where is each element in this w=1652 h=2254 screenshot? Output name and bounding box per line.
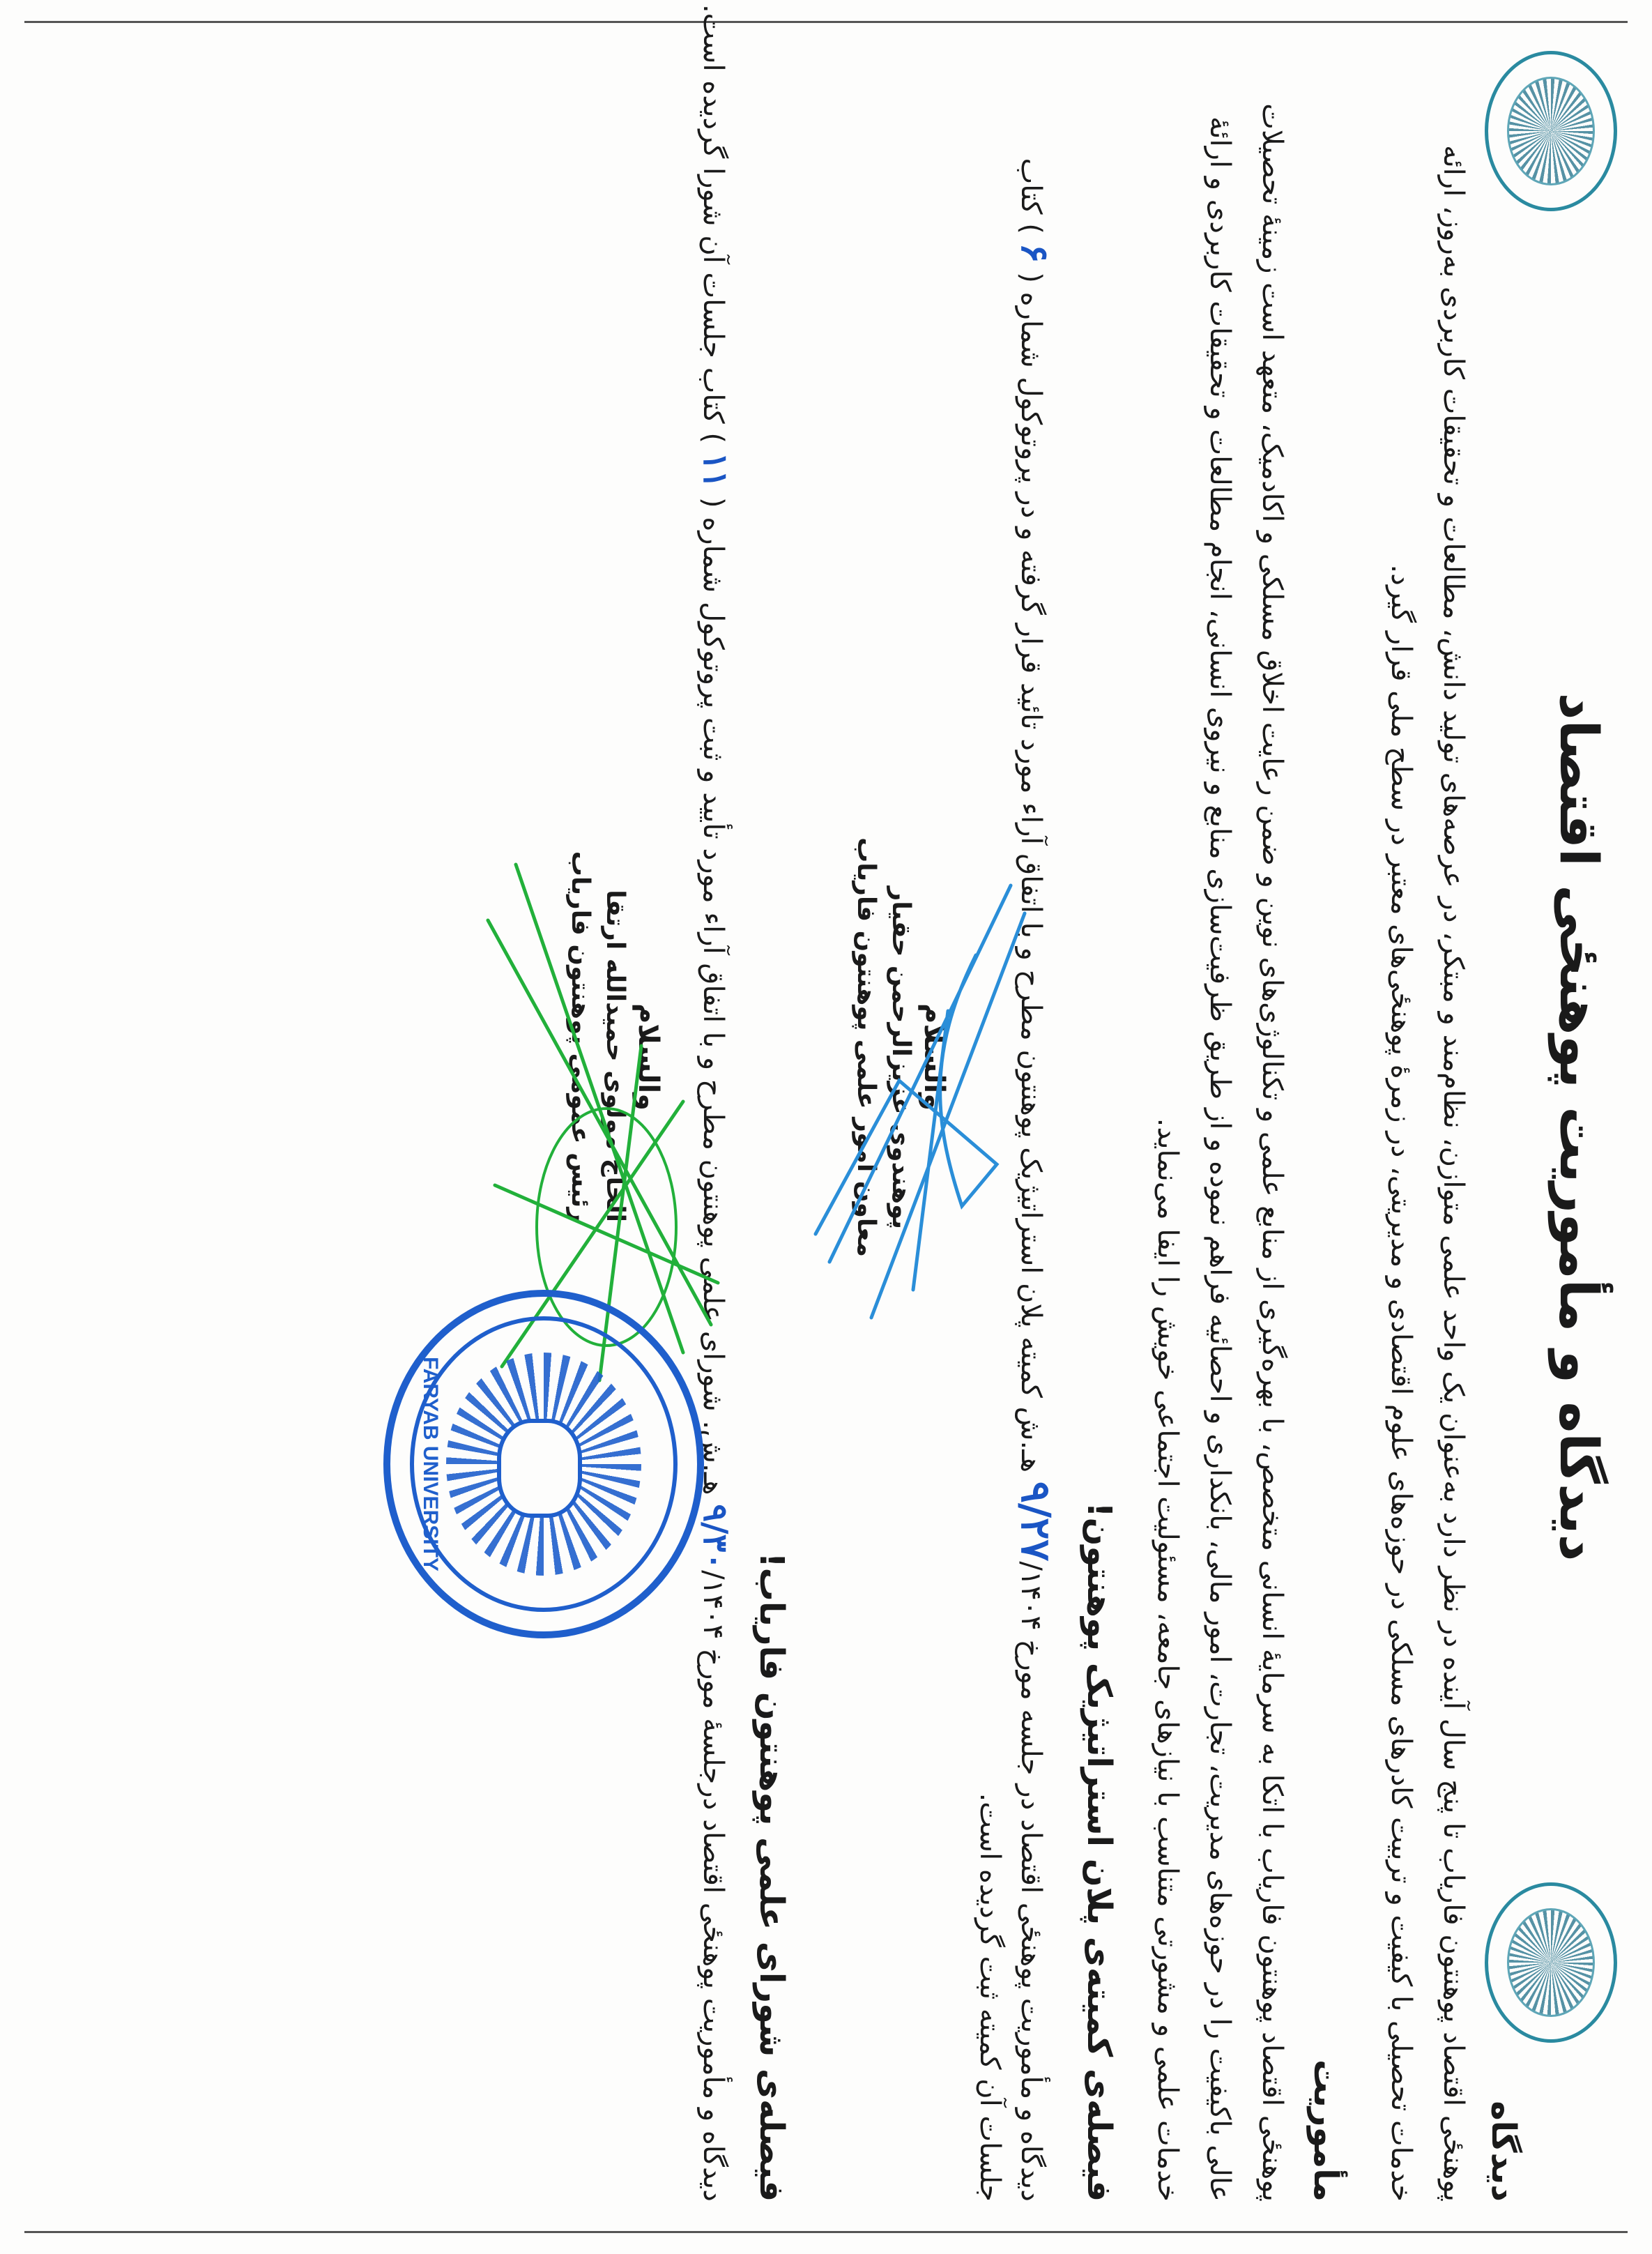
vision-line-2: خدمات تحصیلی با کیفیت و تربیت کادرهای مسلکی در حوزه‌های علوم اقتصادی و مدیریتی، در زمرهٔ پوهنځی‌های معتبر در سطح ملی قرار گیرد. xyxy=(1385,564,1417,2202)
committee-decision-line-1 xyxy=(1012,158,1060,2202)
committee-salutation: والسلام xyxy=(918,1003,950,1111)
mission-heading: مأموریت xyxy=(1306,2059,1345,2202)
council-protocol-number: ۱۱ xyxy=(696,452,735,489)
stamp-label: FARYAB UNIVERSITY xyxy=(419,1357,442,1571)
council-line-start: دیدگاه و مأموریت پوهنځی اقتصاد درجلسهٔ مورخ xyxy=(697,1648,729,2202)
vision-heading: دیدگاه xyxy=(1484,2101,1523,2202)
council-signer-name: الحاج مولوی حمیدالله ارتقا xyxy=(601,890,629,1222)
committee-decision-line-2: جلسات آن کمیته ثبت گردیده است. xyxy=(974,1792,1006,2202)
committee-date-handwritten: ۹/۲۷ xyxy=(1012,1481,1060,1562)
page-border-right xyxy=(24,2231,1628,2233)
blue-signature-icon xyxy=(802,871,1039,1360)
committee-line-start: دیدگاه و مأموریت پوهنځی اقتصاد در جلسه مورخ xyxy=(1015,1639,1047,2202)
council-date-printed: /۱۴۰۴ xyxy=(697,1570,729,1640)
committee-decision-heading: فیصله‌ی کمیته‌ی پلان استراتیژیک پوهنتون! xyxy=(1080,1502,1119,2202)
university-stamp xyxy=(383,1290,704,1638)
committee-signer-position: معاون امور علمی پوهنتون فاریاب xyxy=(852,837,880,1257)
mission-line-1: پوهنځی اقتصاد پوهنتون فاریاب با اتکا به سرمایهٔ انسانی متخصص، با بهره‌گیری از منابع علمی و تکنالوژی‌های نوین و ضمن رعایت اخلاق مسلکی و اکادمیک، متعهد است زمینهٔ تحصیلات xyxy=(1256,103,1288,2202)
mission-line-3: خدمات علمی و مشورتی متناسب با نیازهای جامعه، مسئولیت اجتماعی خویش را ایفا می‌نماید. xyxy=(1152,1118,1184,2202)
council-signer-position: رئیس عمومی پوهنتون فاریاب xyxy=(566,851,595,1222)
council-decision-heading: فیصله‌ی شورای علمی پوهنتون فاریاب! xyxy=(752,1552,791,2202)
page-border-left xyxy=(24,21,1628,23)
stamp-emblem-icon xyxy=(497,1419,582,1518)
page-title: دیدگاه و مأموریت پوهنځی اقتصاد xyxy=(1548,692,1610,1562)
council-date-handwritten: ۹/۳۰ xyxy=(696,1504,735,1571)
committee-line-end: ) کتاب xyxy=(1015,158,1047,234)
mission-line-2: عالی باکیفیت را در حوزه‌های مدیریت، تجارت، امور مالی، بانکداری و احصائیه فراهم نموده و از طریق ظرفیت‌سازی منابع و نیروی انسانی، انجام مطالعات و تحقیقات کاربردی و ارائهٔ xyxy=(1204,116,1236,2202)
committee-line-middle: هـ.ش کمیته پلان استراتیژیک پوهنتون مطرح و با اتفاق آراء مورد تائید قرار گرفته و در پروتوکول شماره ( xyxy=(1015,272,1047,1473)
committee-date-printed: /۱۴۰۴ xyxy=(1015,1561,1047,1631)
council-line-middle: هـ.ش. شورای علمی پوهنتون مطرح و با اتفاق آراء مورد تأیید و ثبت پروتوکول شماره ( xyxy=(697,497,729,1495)
council-salutation: والسلام xyxy=(632,1003,664,1111)
committee-protocol-number: ۶ xyxy=(1013,243,1057,264)
vision-line-1: پوهنځی اقتصاد پوهنتون فاریاب تا پنج سال آینده در نظر دارد به‌عنوان یک واحد علمی متوازن، نظام‌مند و مبتکر، در عرصه‌های تولید دانش، مطالعات و تحقیقات کاربردی به‌روز، ارائه xyxy=(1437,145,1469,2202)
council-decision-line-1 xyxy=(696,3,735,2202)
council-line-end: ) کتاب جلسات آن شورا گردیده است. xyxy=(697,3,729,444)
committee-signer-name: پوهندوی عزیزالرحمن حقیار xyxy=(887,886,915,1229)
